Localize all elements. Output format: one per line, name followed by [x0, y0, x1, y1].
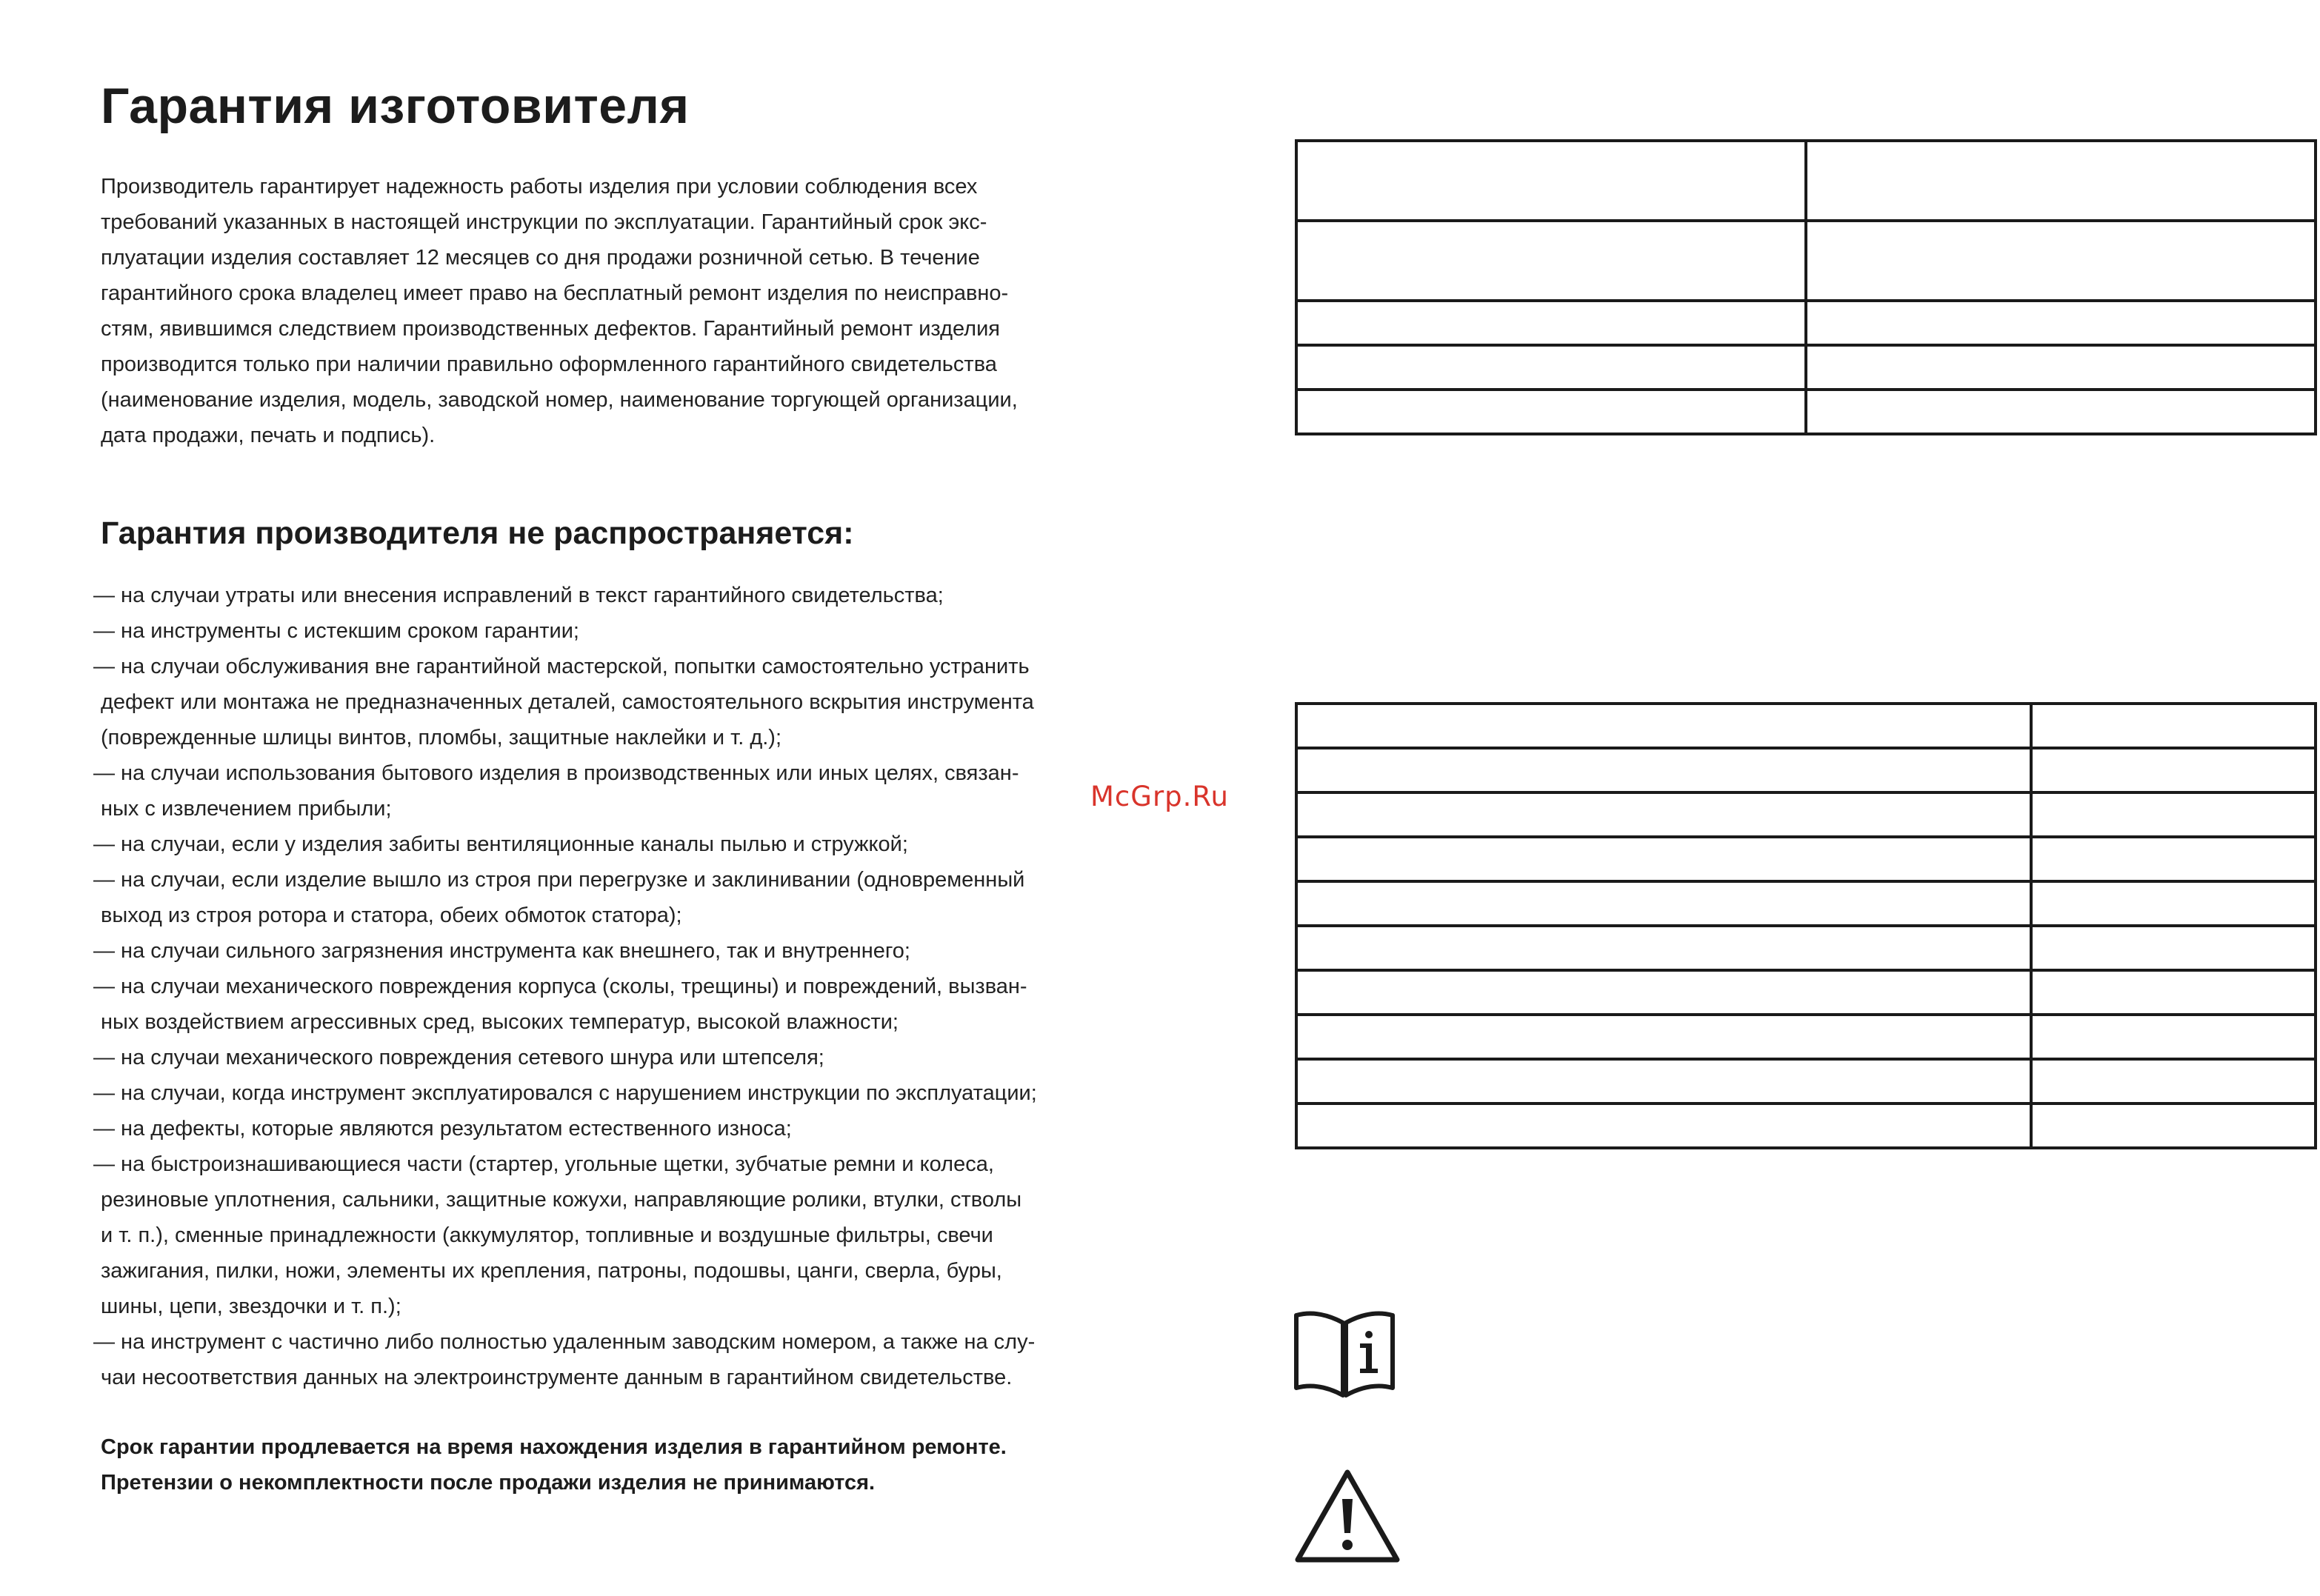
- exclusion-line: выход из строя ротора и статора, обеих обмоток статора);: [101, 904, 682, 927]
- table-cell: [1296, 345, 1806, 390]
- table-row: [1296, 837, 2316, 881]
- table-row: [1296, 704, 2316, 748]
- table-row: [1296, 792, 2316, 837]
- table-cell: [1806, 390, 2316, 434]
- exclusion-line: — на случаи механического повреждения корпуса (сколы, трещины) и повреждений, вызван-: [93, 975, 1027, 998]
- table-cell: [1296, 748, 2031, 792]
- exclusion-line: ных воздействием агрессивных сред, высоких температур, высокой влажности;: [101, 1010, 899, 1034]
- exclusion-line: — на инструменты с истекшим сроком гарантии;: [93, 619, 579, 643]
- table-row: [1296, 748, 2316, 792]
- exclusion-line: — на случаи механического повреждения сетевого шнура или штепселя;: [93, 1046, 824, 1069]
- exclusion-line: — на случаи, если у изделия забиты вентиляционные каналы пылью и стружкой;: [93, 832, 908, 856]
- exclusion-line: — на случаи сильного загрязнения инструмента как внешнего, так и внутреннего;: [93, 939, 910, 963]
- exclusion-line: резиновые уплотнения, сальники, защитные кожухи, направляющие ролики, втулки, стволы: [101, 1188, 1022, 1212]
- bottom-form-table: [1295, 702, 2317, 1149]
- table-row: [1296, 221, 2316, 301]
- exclusion-line: зажигания, пилки, ножи, элементы их крепления, патроны, подошвы, цанги, сверла, буры,: [101, 1259, 1002, 1283]
- table-cell: [1296, 1015, 2031, 1059]
- table-cell: [1296, 390, 1806, 434]
- page-title: Гарантия изготовителя: [101, 78, 690, 134]
- table-row: [1296, 926, 2316, 970]
- warranty-notes: [101, 1429, 1160, 1500]
- intro-line: дата продажи, печать и подпись).: [101, 424, 436, 447]
- table-cell: [2031, 1059, 2316, 1103]
- table-cell: [1296, 881, 2031, 926]
- table-cell: [2031, 792, 2316, 837]
- exclusion-line: чаи несоответствия данных на электроинструменте данным в гарантийном свидетельстве.: [101, 1366, 1013, 1389]
- exclusion-line: (поврежденные шлицы винтов, пломбы, защитные наклейки и т. д.);: [101, 726, 782, 749]
- exclusion-line: — на случаи, когда инструмент эксплуатировался с нарушением инструкции по эксплуатации;: [93, 1081, 1037, 1105]
- exclusion-line: — на случаи обслуживания вне гарантийной мастерской, попытки самостоятельно устранить: [93, 655, 1030, 678]
- exclusions-list: [93, 578, 1153, 1395]
- table-cell: [2031, 1103, 2316, 1148]
- intro-line: (наименование изделия, модель, заводской номер, наименование торгующей организации,: [101, 388, 1018, 412]
- table-cell: [2031, 1015, 2316, 1059]
- watermark: McGrp.Ru: [1090, 781, 1229, 812]
- table-cell: [2031, 881, 2316, 926]
- warning-triangle-icon: [1293, 1468, 1401, 1564]
- exclusion-line: — на случаи использования бытового изделия в производственных или иных целях, связан-: [93, 761, 1019, 785]
- table-row: [1296, 141, 2316, 221]
- exclusion-line: — на инструмент с частично либо полностью удаленным заводским номером, а также на слу-: [93, 1330, 1036, 1354]
- table-row: [1296, 970, 2316, 1015]
- table-cell: [2031, 704, 2316, 748]
- manual-info-book-icon: [1293, 1311, 1396, 1400]
- top-form-table: [1295, 139, 2317, 435]
- table-cell: [1296, 1059, 2031, 1103]
- table-row: [1296, 390, 2316, 434]
- table-cell: [1296, 141, 1806, 221]
- exclusion-line: шины, цепи, звездочки и т. п.);: [101, 1295, 401, 1318]
- table-cell: [2031, 926, 2316, 970]
- table-row: [1296, 301, 2316, 345]
- table-row: [1296, 1015, 2316, 1059]
- table-cell: [1296, 704, 2031, 748]
- table-cell: [1296, 837, 2031, 881]
- table-cell: [2031, 837, 2316, 881]
- warranty-intro-paragraph: [101, 169, 1145, 453]
- exclusion-line: ных с извлечением прибыли;: [101, 797, 392, 821]
- table-row: [1296, 1103, 2316, 1148]
- exclusion-line: — на случаи утраты или внесения исправлений в текст гарантийного свидетельства;: [93, 584, 944, 607]
- table-cell: [1806, 141, 2316, 221]
- table-cell: [1806, 345, 2316, 390]
- exclusion-line: — на дефекты, которые являются результатом естественного износа;: [93, 1117, 792, 1141]
- note-line: Претензии о некомплектности после продажи изделия не принимаются.: [101, 1471, 876, 1495]
- intro-line: производится только при наличии правильно оформленного гарантийного свидетельства: [101, 353, 997, 376]
- table-cell: [2031, 970, 2316, 1015]
- table-cell: [1296, 301, 1806, 345]
- intro-line: стям, явившимся следствием производственных дефектов. Гарантийный ремонт изделия: [101, 317, 1001, 341]
- intro-line: Производитель гарантирует надежность работы изделия при условии соблюдения всех: [101, 175, 978, 198]
- exclusions-heading: Гарантия производителя не распространяется:: [101, 515, 854, 551]
- table-cell: [2031, 748, 2316, 792]
- table-cell: [1296, 970, 2031, 1015]
- table-row: [1296, 1059, 2316, 1103]
- note-line: Срок гарантии продлевается на время нахождения изделия в гарантийном ремонте.: [101, 1435, 1007, 1459]
- table-cell: [1296, 1103, 2031, 1148]
- table-cell: [1296, 792, 2031, 837]
- intro-line: гарантийного срока владелец имеет право на бесплатный ремонт изделия по неисправно-: [101, 281, 1009, 305]
- table-row: [1296, 345, 2316, 390]
- exclusion-line: — на быстроизнашивающиеся части (стартер, угольные щетки, зубчатые ремни и колеса,: [93, 1152, 994, 1176]
- exclusion-line: — на случаи, если изделие вышло из строя при перегрузке и заклинивании (одновременный: [93, 868, 1025, 892]
- exclusion-line: и т. п.), сменные принадлежности (аккумулятор, топливные и воздушные фильтры, свечи: [101, 1223, 993, 1247]
- table-cell: [1296, 221, 1806, 301]
- table-cell: [1806, 221, 2316, 301]
- exclusion-line: дефект или монтажа не предназначенных деталей, самостоятельного вскрытия инструмента: [101, 690, 1034, 714]
- intro-line: плуатации изделия составляет 12 месяцев со дня продажи розничной сетью. В течение: [101, 246, 980, 270]
- table-cell: [1806, 301, 2316, 345]
- intro-line: требований указанных в настоящей инструкции по эксплуатации. Гарантийный срок экс-: [101, 210, 987, 234]
- table-row: [1296, 881, 2316, 926]
- table-cell: [1296, 926, 2031, 970]
